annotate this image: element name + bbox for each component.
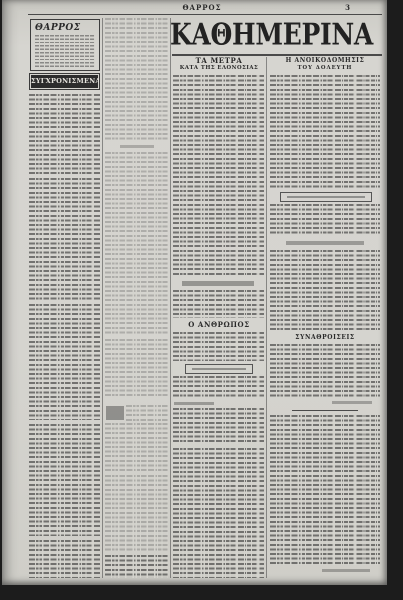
article-body-text [29, 540, 100, 578]
section-heading-mark [120, 145, 154, 148]
masthead-title: ΘΑΡΡΟΣ [35, 23, 81, 33]
article-body-text [173, 75, 264, 277]
section-heading-mark [182, 281, 254, 286]
article-body-text [105, 339, 168, 399]
article-body-text [270, 344, 380, 398]
article-body-text [105, 423, 168, 471]
running-head: ΘΑΡΡΟΣ [182, 3, 222, 12]
article-body-text [29, 178, 100, 300]
article-body-text [105, 18, 168, 140]
article-subtitle: ΤΟΥ ΔΟΛΕΥΤΗ [297, 65, 353, 71]
signature-mark [332, 401, 372, 404]
column-rule [170, 18, 171, 578]
section-heading-mark [287, 196, 365, 198]
section-heading-mark [192, 368, 246, 370]
top-rule [28, 14, 382, 15]
article-body-text [270, 75, 380, 188]
main-headline: ΚΑΘΗΜΕΡΙΝΑ [170, 16, 373, 52]
article-body-text [270, 415, 380, 565]
column-banner: ΣΥΓΧΡΟΝΙΣΜΕΝΑ [31, 75, 98, 88]
article-body-text [173, 376, 264, 398]
page-number: 3 [345, 3, 351, 12]
article-subtitle: ΚΑΤΑ ΤΗΣ ΕΛΟΝΟΣΙΑΣ [179, 65, 259, 71]
article-title: Ο ΑΝΘΡΩΠΟΣ [188, 320, 250, 329]
article-body-text [126, 405, 168, 421]
article-title: ΤΑ ΜΕΤΡΑ [195, 56, 243, 65]
masthead-box [30, 19, 100, 71]
article-body-text [105, 152, 168, 334]
article-body-text [270, 204, 380, 236]
article-body-text [173, 448, 264, 578]
article-body-text [105, 475, 168, 551]
masthead-details-text [35, 35, 95, 67]
section-heading-mark [286, 241, 364, 245]
article-body-text [29, 94, 100, 174]
dateline-mark [174, 402, 214, 405]
boxed-heading [185, 364, 253, 374]
article-body-text [173, 408, 264, 444]
article-title: Η ΑΝΟΙΚΟΔΟΜΗΣΙΣ [285, 57, 365, 64]
drop-cap-initial [106, 406, 124, 420]
column-rule [266, 57, 267, 578]
article-body-text [173, 332, 264, 361]
signature-mark [322, 569, 370, 572]
boxed-heading [280, 192, 372, 202]
article-title: ΣΥΝΑΘΡΟΙΣΕΙΣ [295, 334, 355, 341]
article-body-text [105, 555, 168, 578]
article-body-text [29, 424, 100, 536]
paper-sheet [2, 0, 387, 585]
article-body-text [173, 290, 264, 318]
article-body-text [270, 250, 380, 330]
section-rule [292, 410, 358, 411]
article-body-text [29, 304, 100, 420]
column-rule [102, 18, 103, 578]
